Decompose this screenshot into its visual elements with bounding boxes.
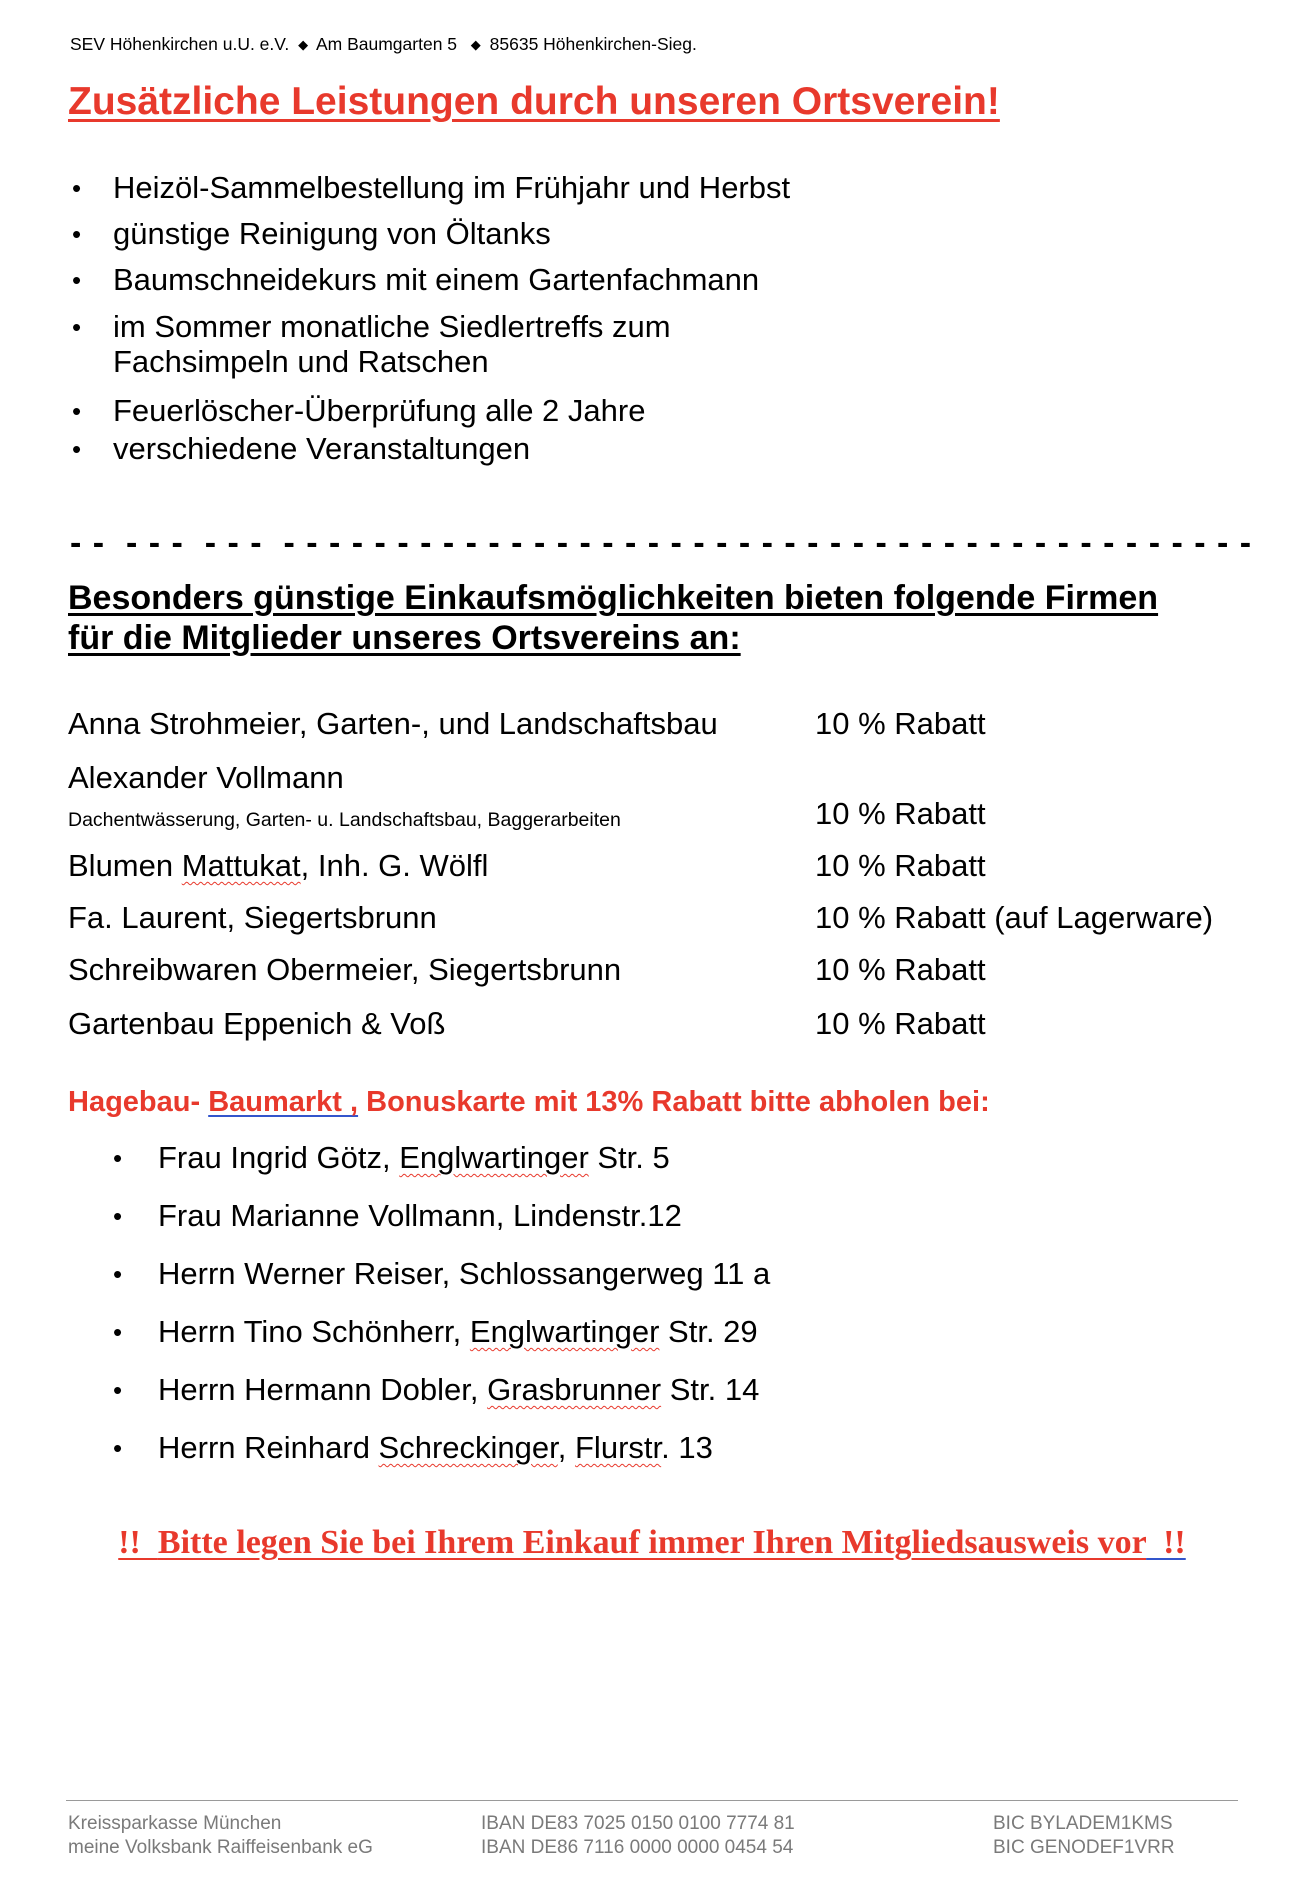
dashed-divider: - - - - - - - - - - - - - - - - - - - - - - - - - - - - - - - - - - - - - - - - - - - - - - - - - - - <box>70 524 1253 562</box>
service-text: Baumschneidekurs mit einem Gartenfachmann <box>113 262 760 297</box>
discounts-heading <box>68 578 1158 658</box>
firm-name <box>68 848 488 884</box>
bullet-icon: • <box>72 173 82 203</box>
service-text: im Sommer monatliche Siedlertreffs zum <box>113 309 671 344</box>
bullet-icon: • <box>72 312 82 342</box>
bank-names <box>68 1812 373 1860</box>
bullet-icon: • <box>113 1433 123 1463</box>
firm-name-part: Mattukat <box>181 848 301 883</box>
contact-text: Herrn Hermann Dobler, Grasbrunner Str. 14 <box>158 1372 760 1407</box>
diamond-separator-icon: ◆ <box>298 37 309 52</box>
hagebau-text: Hagebau- <box>68 1086 209 1118</box>
firm-name: Schreibwaren Obermeier, Siegertsbrunn <box>68 952 622 987</box>
firm-discount: 10 % Rabatt (auf Lagerware) <box>815 900 1214 935</box>
firm-discount: 10 % Rabatt <box>815 848 986 883</box>
letterhead-city: 85635 Höhenkirchen-Sieg. <box>489 34 697 54</box>
firm-discount: 10 % Rabatt <box>815 952 986 987</box>
firm-name: Anna Strohmeier, Garten-, und Landschaftsbau <box>68 706 718 741</box>
bank-bics <box>993 1812 1175 1860</box>
bullet-icon: • <box>72 396 82 426</box>
hagebau-heading <box>68 1086 990 1119</box>
contact-text: Frau Ingrid Götz, Englwartinger Str. 5 <box>158 1140 670 1175</box>
service-text: verschiedene Veranstaltungen <box>113 431 531 466</box>
bullet-icon: • <box>113 1317 123 1347</box>
bullet-icon: • <box>113 1259 123 1289</box>
firm-name: Gartenbau Eppenich & Voß <box>68 1006 446 1041</box>
bullet-icon: • <box>113 1143 123 1173</box>
bank-iban: IBAN DE83 7025 0150 0100 7774 81 <box>481 1813 795 1834</box>
letterhead-org: SEV Höhenkirchen u.U. e.V. <box>70 34 290 54</box>
firm-name: Alexander Vollmann <box>68 760 344 795</box>
bank-bic: BIC GENODEF1VRR <box>993 1837 1175 1858</box>
bank-name: Kreissparkasse München <box>68 1813 282 1834</box>
service-text: günstige Reinigung von Öltanks <box>113 216 551 251</box>
page-title: Zusätzliche Leistungen durch unseren Ortsverein! <box>68 80 1000 123</box>
contact-text: Herrn Werner Reiser, Schlossangerweg 11 a <box>158 1256 771 1291</box>
discounts-heading-line2: für die Mitglieder unseres Ortsvereins an: <box>68 619 741 657</box>
firm-discount: 10 % Rabatt <box>815 796 986 831</box>
service-text: Fachsimpeln und Ratschen <box>113 344 489 379</box>
bullet-icon: • <box>72 434 82 464</box>
footer-divider <box>66 1800 1238 1801</box>
membership-card-notice: !! Bitte legen Sie bei Ihrem Einkauf immer Ihren Mitgliedsausweis vor !! <box>118 1524 1186 1561</box>
bank-ibans <box>481 1812 795 1860</box>
bank-bic: BIC BYLADEM1KMS <box>993 1813 1173 1834</box>
hagebau-text: Bonuskarte mit 13% Rabatt bitte abholen bei: <box>358 1086 990 1118</box>
hagebau-link[interactable]: Baumarkt , <box>208 1086 359 1118</box>
letterhead <box>70 34 697 55</box>
bullet-icon: • <box>113 1375 123 1405</box>
firm-discount: 10 % Rabatt <box>815 1006 986 1041</box>
firm-description: Dachentwässerung, Garten- u. Landschaftsbau, Baggerarbeiten <box>68 809 621 831</box>
diamond-separator-icon: ◆ <box>470 37 481 52</box>
bank-iban: IBAN DE86 7116 0000 0000 0454 54 <box>481 1837 794 1858</box>
contact-text: Herrn Tino Schönherr, Englwartinger Str. 29 <box>158 1314 758 1349</box>
bullet-icon: • <box>72 265 82 295</box>
service-text: Heizöl-Sammelbestellung im Frühjahr und Herbst <box>113 170 791 205</box>
contact-text: Herrn Reinhard Schreckinger, Flurstr. 13 <box>158 1430 713 1465</box>
firm-name: Fa. Laurent, Siegertsbrunn <box>68 900 437 935</box>
firm-name-part: Blumen <box>68 848 182 883</box>
firm-discount: 10 % Rabatt <box>815 706 986 741</box>
firm-name-part: , Inh. G. Wölfl <box>300 848 489 883</box>
discounts-heading-line1: Besonders günstige Einkaufsmöglichkeiten bieten folgende Firmen <box>68 579 1159 617</box>
service-text: Feuerlöscher-Überprüfung alle 2 Jahre <box>113 393 646 428</box>
contact-text: Frau Marianne Vollmann, Lindenstr.12 <box>158 1198 682 1233</box>
bullet-icon: • <box>72 219 82 249</box>
bullet-icon: • <box>113 1201 123 1231</box>
bank-name: meine Volksbank Raiffeisenbank eG <box>68 1837 373 1858</box>
letterhead-street: Am Baumgarten 5 <box>315 34 458 54</box>
